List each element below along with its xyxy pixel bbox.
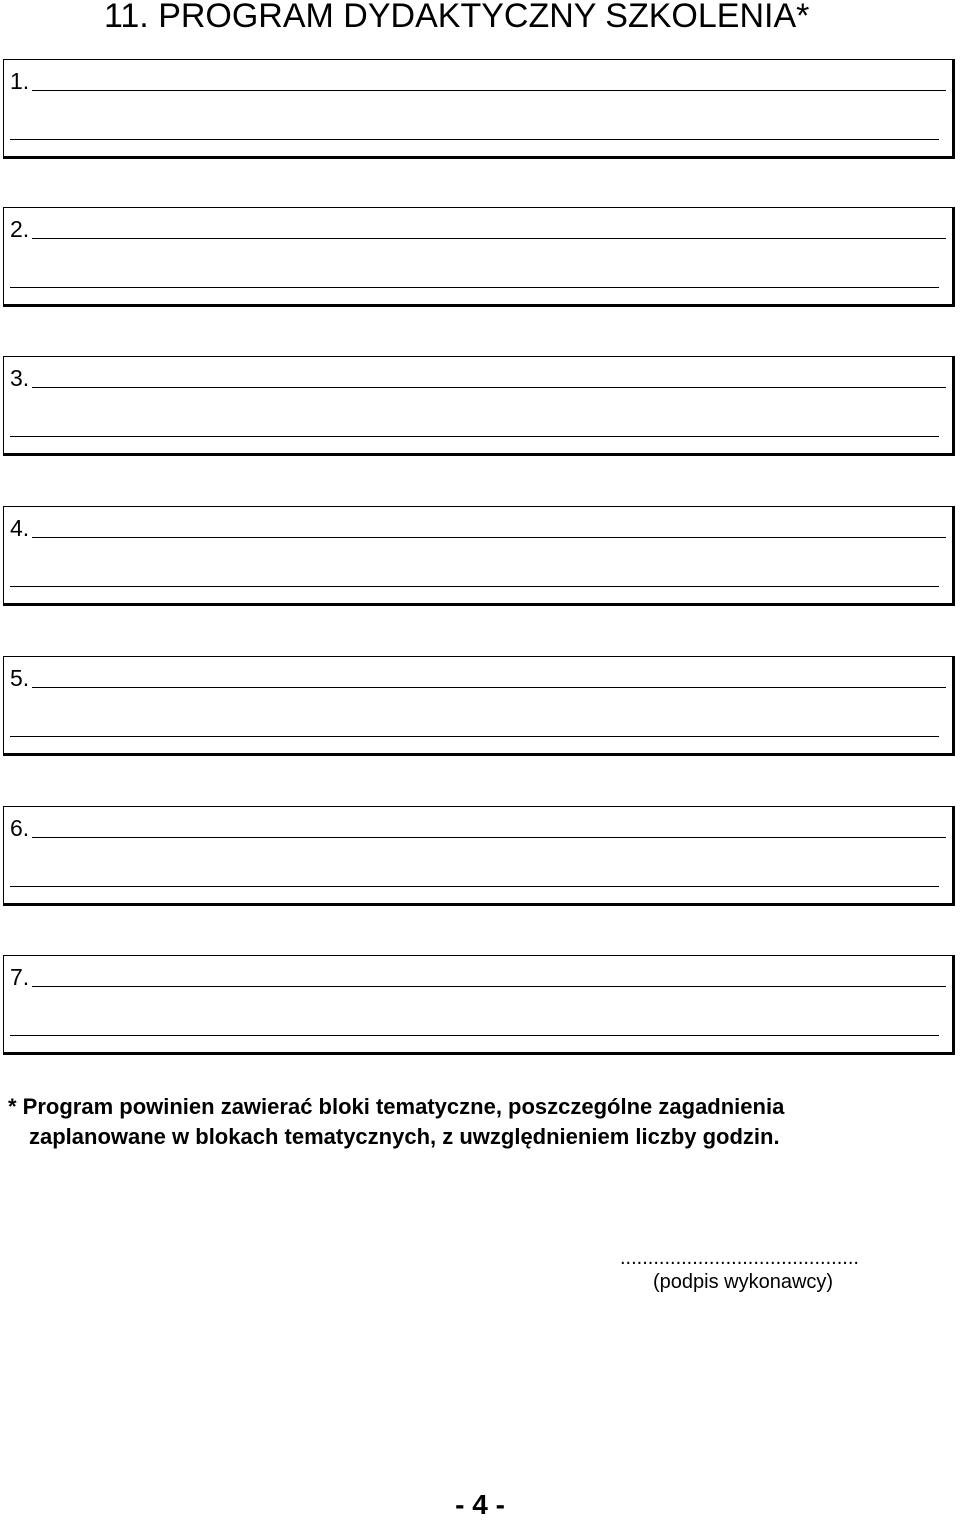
program-entry-3[interactable]: [3, 356, 955, 456]
entry-line: [10, 736, 939, 737]
footnote: [8, 1092, 938, 1152]
program-entry-4[interactable]: [3, 506, 955, 606]
entry-number: 1.: [10, 68, 30, 94]
entry-line: [32, 837, 946, 838]
entry-number: 6.: [10, 815, 30, 841]
entry-line: [32, 986, 946, 987]
program-entry-1[interactable]: [3, 59, 955, 159]
program-entry-2[interactable]: [3, 207, 955, 307]
program-entry-7[interactable]: [3, 955, 955, 1055]
entry-line: [10, 436, 939, 437]
page-number: - 4 -: [455, 1489, 505, 1520]
footnote-line-1: * Program powinien zawierać bloki tematyczne, poszczególne zagadnienia: [8, 1094, 785, 1119]
entry-line: [32, 238, 946, 239]
program-entry-5[interactable]: [3, 656, 955, 756]
entry-number: 4.: [10, 515, 30, 541]
entry-line: [32, 90, 946, 91]
page-title: 11. PROGRAM DYDAKTYCZNY SZKOLENIA*: [104, 0, 810, 35]
entry-line: [10, 287, 939, 288]
entry-line: [10, 139, 939, 140]
entry-line: [10, 886, 939, 887]
entry-line: [10, 1035, 939, 1036]
entry-number: 7.: [10, 964, 30, 990]
signature-caption: (podpis wykonawcy): [653, 1271, 834, 1293]
signature-line: ...........................................: [620, 1247, 859, 1269]
entry-line: [32, 387, 946, 388]
entry-line: [32, 537, 946, 538]
entry-number: 5.: [10, 665, 30, 691]
program-entry-6[interactable]: [3, 806, 955, 906]
entry-number: 2.: [10, 216, 30, 242]
entry-line: [32, 687, 946, 688]
entry-number: 3.: [10, 365, 30, 391]
entry-line: [10, 586, 939, 587]
footnote-line-2: zaplanowane w blokach tematycznych, z uwzględnieniem liczby godzin.: [29, 1124, 780, 1149]
